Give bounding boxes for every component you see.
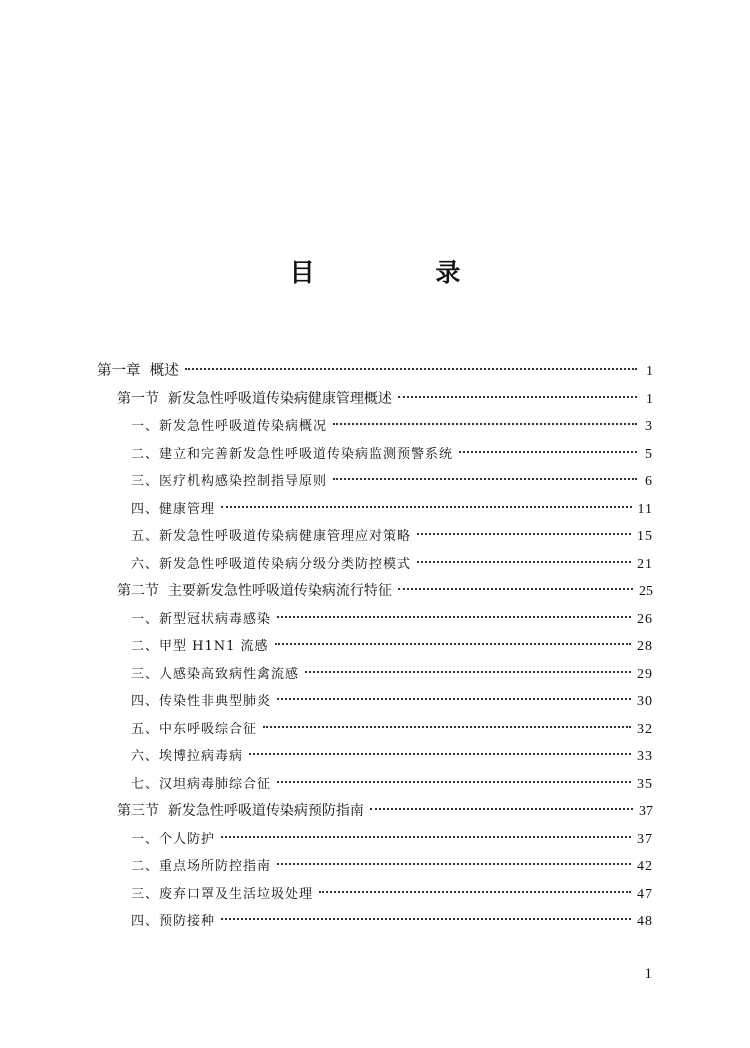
- toc-subsection-entry[interactable]: [97, 606, 653, 634]
- dot-leader: [221, 506, 631, 508]
- toc-subsection-entry[interactable]: [97, 496, 653, 524]
- toc-entry-title: 甲型 H1N1 流感: [159, 639, 269, 654]
- toc-subsection-entry[interactable]: [97, 661, 653, 689]
- toc-subsection-entry[interactable]: [97, 468, 653, 496]
- toc-subsection-entry[interactable]: [97, 441, 653, 469]
- toc-entry-number: 七、: [131, 776, 160, 792]
- toc-entry-page: 28: [637, 639, 653, 654]
- toc-subsection-entry[interactable]: [97, 688, 653, 716]
- toc-entry-number: 四、: [131, 501, 160, 517]
- dot-leader: [263, 726, 631, 728]
- toc-entry-number: 一、: [131, 611, 160, 627]
- toc-subsection-entry[interactable]: [97, 853, 653, 881]
- toc-entry-number: 第一节: [117, 390, 168, 407]
- toc-entry-number: 二、: [131, 859, 160, 874]
- toc-entry-number: 五、: [131, 721, 160, 737]
- dot-leader: [221, 836, 631, 838]
- toc-entry-page: 5: [645, 446, 653, 462]
- dot-leader: [417, 561, 631, 563]
- dot-leader: [370, 808, 633, 810]
- toc-entry-number: 一、: [131, 831, 160, 847]
- toc-entry-number: 四、: [131, 694, 160, 709]
- toc-entry-page: 35: [637, 776, 653, 792]
- toc-entry-title: 预防接种: [159, 914, 216, 929]
- toc-entry-title: 主要新发急性呼吸道传染病流行特征: [167, 583, 392, 599]
- dot-leader: [277, 863, 631, 865]
- toc-subsection-entry[interactable]: [97, 743, 653, 771]
- toc-chapter-entry[interactable]: [97, 358, 653, 386]
- toc-entry-title: 医疗机构感染控制指导原则: [159, 474, 328, 489]
- toc-entry-page: 1: [646, 391, 653, 407]
- toc-entry-number: 六、: [131, 556, 160, 572]
- dot-leader: [398, 588, 633, 590]
- toc-entry-title: 概述: [149, 363, 179, 379]
- toc-entry-page: 33: [637, 749, 653, 764]
- toc-entry-page: 37: [639, 804, 653, 819]
- toc-entry-page: 1: [646, 364, 653, 379]
- toc-entry-page: 3: [645, 419, 653, 434]
- dot-leader: [333, 423, 637, 425]
- toc-entry-number: 四、: [131, 914, 160, 929]
- toc-entry-number: 三、: [131, 474, 160, 489]
- page-title: 目 录: [289, 258, 517, 287]
- toc-entry-page: 42: [637, 859, 653, 874]
- toc-entry-number: 二、: [131, 446, 160, 462]
- toc-entry-number: 三、: [131, 666, 160, 682]
- toc-entry-page: 32: [637, 721, 653, 737]
- toc-subsection-entry[interactable]: [97, 908, 653, 936]
- toc-entry-title: 新发急性呼吸道传染病健康管理概述: [167, 390, 392, 407]
- toc-subsection-entry[interactable]: [97, 523, 653, 551]
- toc-section-entry[interactable]: [97, 386, 653, 414]
- toc-subsection-entry[interactable]: [97, 881, 653, 909]
- toc-subsection-entry[interactable]: [97, 716, 653, 744]
- toc-entry-page: 47: [637, 886, 653, 902]
- toc-entry-number: 三、: [131, 886, 160, 902]
- toc-entry-title: 埃博拉病毒病: [159, 749, 244, 764]
- dot-leader: [277, 781, 631, 783]
- dot-leader: [221, 918, 631, 920]
- toc-entry-page: 30: [637, 694, 653, 709]
- toc-entry-title: 重点场所防控指南: [159, 859, 272, 874]
- toc-entry-title: 中东呼吸综合征: [159, 721, 258, 737]
- toc-entry-page: 6: [645, 474, 653, 489]
- dot-leader: [249, 753, 631, 755]
- dot-leader: [305, 671, 631, 673]
- toc-entry-title: 新发急性呼吸道传染病健康管理应对策略: [159, 529, 412, 544]
- dot-leader: [459, 451, 637, 453]
- dot-leader: [277, 616, 631, 618]
- toc-entry-title: 新发急性呼吸道传染病预防指南: [167, 803, 364, 819]
- dot-leader: [333, 478, 637, 480]
- dot-leader: [417, 533, 631, 535]
- dot-leader: [185, 368, 637, 370]
- toc-entry-number: 第三节: [117, 803, 168, 819]
- toc-entry-number: 第一章: [97, 363, 150, 379]
- toc-entry-page: 15: [637, 529, 653, 544]
- toc-entry-title: 个人防护: [159, 831, 216, 847]
- toc-entry-title: 健康管理: [159, 501, 216, 517]
- toc-subsection-entry[interactable]: [97, 633, 653, 661]
- toc-entry-number: 二、: [131, 639, 160, 654]
- toc-subsection-entry[interactable]: [97, 551, 653, 579]
- toc-entry-page: 11: [637, 501, 653, 517]
- dot-leader: [319, 891, 631, 893]
- dot-leader: [275, 643, 631, 645]
- toc-entry-page: 29: [637, 666, 653, 682]
- toc-entry-page: 26: [637, 611, 653, 627]
- table-of-contents: [97, 358, 653, 936]
- toc-entry-title: 人感染高致病性禽流感: [159, 666, 300, 682]
- toc-entry-title: 废弃口罩及生活垃圾处理: [159, 886, 314, 902]
- toc-subsection-entry[interactable]: [97, 413, 653, 441]
- dot-leader: [398, 396, 637, 398]
- toc-entry-number: 六、: [131, 749, 160, 764]
- toc-entry-number: 五、: [131, 529, 160, 544]
- toc-entry-page: 37: [637, 831, 653, 847]
- toc-entry-page: 48: [637, 914, 653, 929]
- toc-entry-page: 21: [637, 556, 653, 572]
- toc-subsection-entry[interactable]: [97, 826, 653, 854]
- dot-leader: [277, 698, 631, 700]
- toc-entry-title: 汉坦病毒肺综合征: [159, 776, 272, 792]
- toc-section-entry[interactable]: [97, 578, 653, 606]
- toc-entry-title: 建立和完善新发急性呼吸道传染病监测预警系统: [159, 446, 454, 462]
- page-number: 1: [644, 966, 652, 982]
- toc-entry-title: 新发急性呼吸道传染病概况: [159, 419, 328, 434]
- toc-entry-number: 第二节: [117, 583, 168, 599]
- toc-entry-page: 25: [639, 584, 653, 599]
- toc-entry-title: 新发急性呼吸道传染病分级分类防控模式: [159, 556, 412, 572]
- toc-entry-number: 一、: [131, 419, 160, 434]
- toc-section-entry[interactable]: [97, 798, 653, 826]
- toc-entry-title: 新型冠状病毒感染: [159, 611, 272, 627]
- toc-subsection-entry[interactable]: [97, 771, 653, 799]
- toc-entry-title: 传染性非典型肺炎: [159, 694, 272, 709]
